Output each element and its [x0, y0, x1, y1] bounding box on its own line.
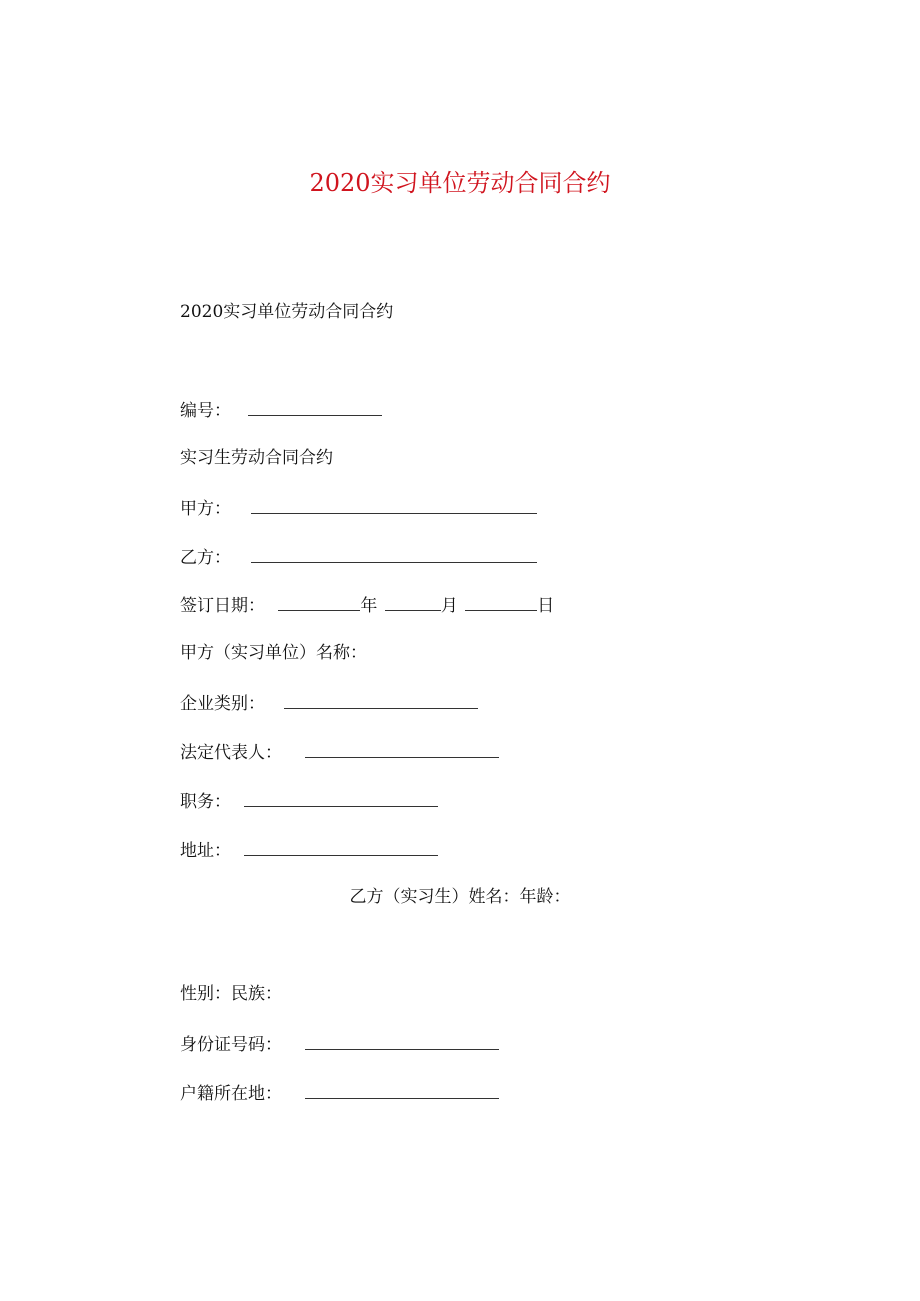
- document-title: 2020实习单位劳动合同合约: [309, 169, 611, 197]
- party-a-blank: [251, 495, 537, 514]
- contract-name: 实习生劳动合同合约: [180, 448, 333, 468]
- party-b-blank: [251, 544, 537, 563]
- household-blank: [305, 1080, 499, 1099]
- party-a-label: 甲方：: [180, 499, 231, 519]
- contract-number-label: 编号：: [180, 401, 231, 421]
- gender-ethnicity: 性别：民族：: [180, 984, 282, 1004]
- party-a-row: [180, 495, 537, 521]
- enterprise-type-label: 企业类别：: [180, 694, 265, 714]
- legal-rep-row: [180, 739, 499, 765]
- id-number-row: [180, 1031, 499, 1057]
- contract-number-blank: [248, 397, 382, 416]
- party-b-row: [180, 544, 537, 570]
- sign-month-blank: [385, 592, 441, 611]
- contract-number-row: [180, 397, 382, 423]
- position-label: 职务：: [180, 792, 231, 812]
- party-a-name-label: 甲方（实习单位）名称：: [180, 643, 367, 663]
- position-row: [180, 788, 438, 814]
- household-label: 户籍所在地：: [180, 1084, 282, 1104]
- id-number-label: 身份证号码：: [180, 1035, 282, 1055]
- position-blank: [244, 788, 438, 807]
- household-row: [180, 1080, 499, 1106]
- enterprise-type-row: [180, 690, 478, 716]
- party-b-label: 乙方：: [180, 548, 231, 568]
- sign-date-row: [180, 592, 554, 618]
- document-subtitle: 2020实习单位劳动合同合约: [180, 302, 394, 322]
- enterprise-type-blank: [284, 690, 478, 709]
- legal-rep-label: 法定代表人：: [180, 743, 282, 763]
- address-blank: [244, 837, 438, 856]
- party-b-name-age-label: 乙方（实习生）姓名：年龄：: [349, 887, 571, 907]
- day-label: 日: [537, 596, 555, 616]
- sign-date-label: 签订日期：: [180, 596, 265, 616]
- party-b-name-age: [0, 885, 920, 909]
- month-label: 月: [440, 596, 458, 616]
- address-label: 地址：: [180, 841, 231, 861]
- id-number-blank: [305, 1031, 499, 1050]
- address-row: [180, 837, 438, 863]
- year-label: 年: [360, 596, 378, 616]
- legal-rep-blank: [305, 739, 499, 758]
- sign-day-blank: [465, 592, 537, 611]
- sign-year-blank: [278, 592, 360, 611]
